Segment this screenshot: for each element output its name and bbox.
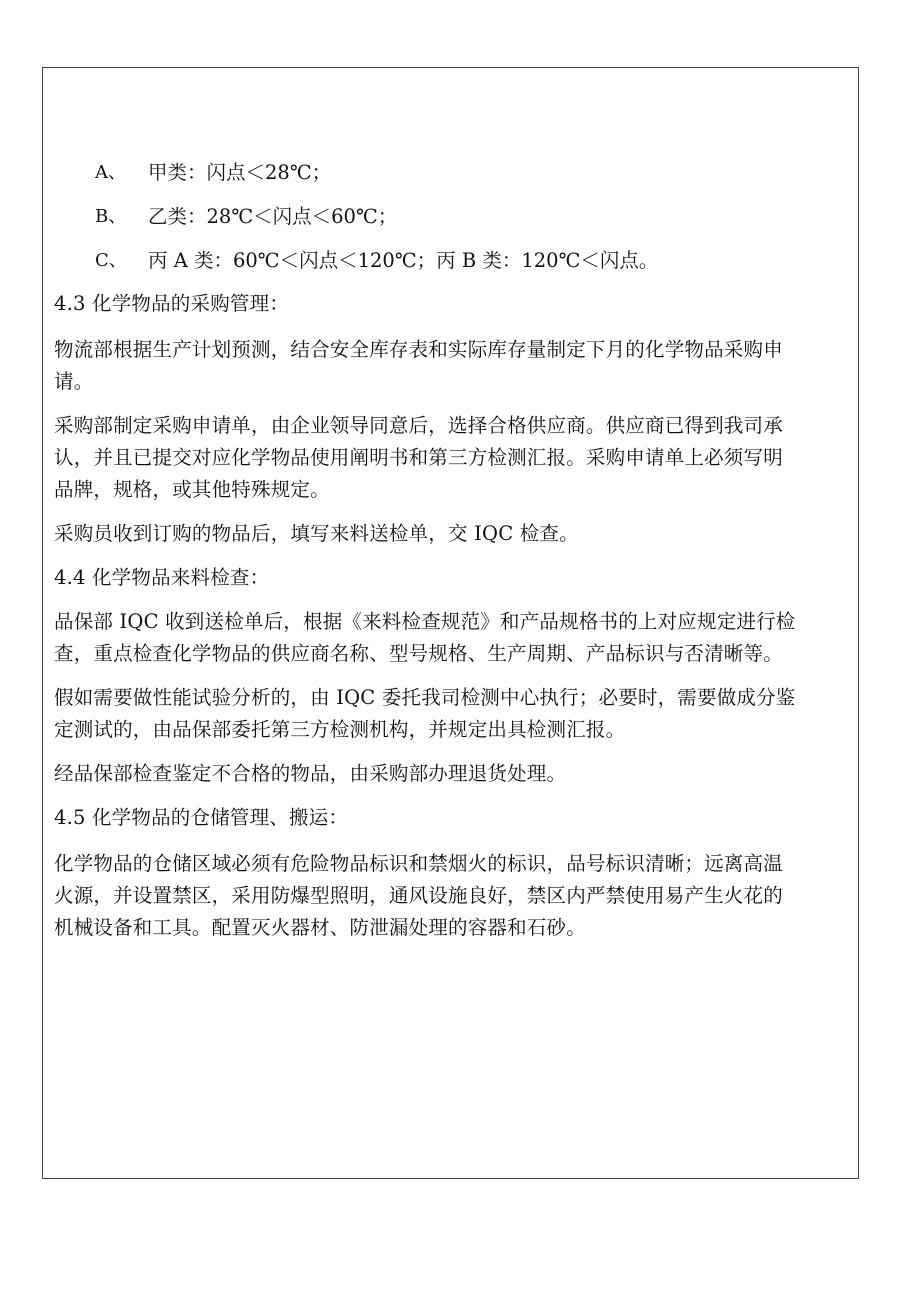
list-item-b-text: 乙类：28℃＜闪点＜60℃； (148, 205, 398, 228)
section-4-3-p1-line1: 物流部根据生产计划预测，结合安全库存表和实际库存量制定下月的化学物品采购申 (54, 338, 783, 361)
list-item-c-text: 丙 A 类：60℃＜闪点＜120℃；丙 B 类：120℃＜闪点。 (148, 249, 659, 272)
section-4-3-p2-line3: 品牌，规格，或其他特殊规定。 (54, 478, 330, 501)
section-4-4-p1-line2: 查，重点检查化学物品的供应商名称、型号规格、生产周期、产品标识与否清晰等。 (54, 642, 783, 665)
section-4-5-p1-line3: 机械设备和工具。配置灭火器材、防泄漏处理的容器和石砂。 (54, 916, 586, 939)
section-4-3-heading: 4.3 化学物品的采购管理： (54, 292, 290, 315)
list-item-b-letter: B、 (95, 206, 127, 227)
section-4-4-heading: 4.4 化学物品来料检查： (54, 566, 270, 589)
section-4-4-p2-line1: 假如需要做性能试验分析的，由 IQC 委托我司检测中心执行；必要时，需要做成分鉴 (54, 686, 796, 709)
list-item-a-text: 甲类：闪点＜28℃； (148, 161, 332, 184)
section-4-5-p1-line1: 化学物品的仓储区域必须有危险物品标识和禁烟火的标识，品号标识清晰；远离高温 (54, 852, 783, 875)
list-item-c-letter: C、 (95, 250, 127, 271)
section-4-5-heading: 4.5 化学物品的仓储管理、搬运： (54, 806, 349, 829)
section-4-4-p2-line2: 定测试的，由品保部委托第三方检测机构，并规定出具检测汇报。 (54, 718, 626, 741)
list-item-a-letter: A、 (95, 162, 126, 183)
section-4-5-p1-line2: 火源，并设置禁区，采用防爆型照明，通风设施良好，禁区内严禁使用易产生火花的 (54, 884, 783, 907)
section-4-3-p2-line1: 采购部制定采购申请单，由企业领导同意后，选择合格供应商。供应商已得到我司承 (54, 414, 783, 437)
section-4-4-p1-line1: 品保部 IQC 收到送检单后，根据《来料检查规范》和产品规格书的上对应规定进行检 (54, 610, 796, 633)
section-4-3-p3-line1: 采购员收到订购的物品后，填写来料送检单，交 IQC 检查。 (54, 522, 579, 545)
section-4-3-p1-line2: 请。 (54, 370, 94, 393)
section-4-3-p2-line2: 认，并且已提交对应化学物品使用阐明书和第三方检测汇报。采购申请单上必须写明 (54, 446, 783, 469)
section-4-4-p3-line1: 经品保部检查鉴定不合格的物品，由采购部办理退货处理。 (54, 762, 567, 785)
